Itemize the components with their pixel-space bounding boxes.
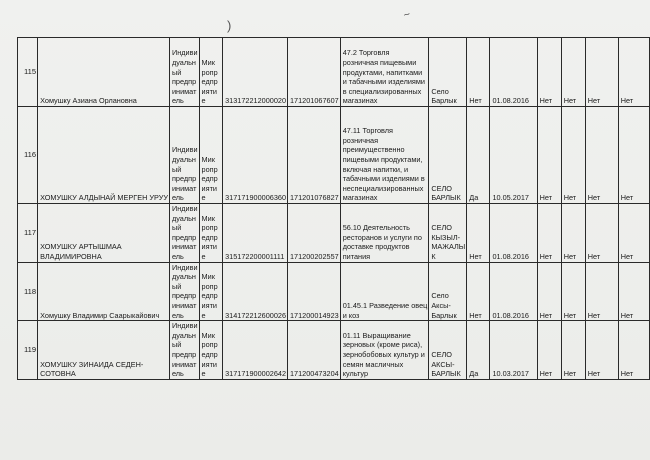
flag-high-tech	[561, 107, 585, 204]
table-row	[18, 262, 650, 321]
flag-new-entity	[467, 38, 490, 107]
flag-exporter-text: Нет	[620, 310, 634, 320]
locality-name	[429, 107, 467, 204]
business-category-text: Мик ропр едпр ияти е	[201, 272, 218, 320]
flag-high-tech-text: Нет	[563, 251, 577, 261]
flag-exporter-text: Нет	[620, 96, 634, 106]
flag-partnership-text: Нет	[587, 96, 601, 106]
row-number-text: 117	[24, 227, 37, 237]
flag-partnership	[585, 262, 618, 321]
flag-exporter	[618, 204, 649, 263]
flag-exporter	[618, 262, 649, 321]
ogrnip-number-text: 315172200001111	[225, 251, 285, 261]
row-number	[18, 204, 38, 263]
entity-type	[169, 262, 199, 321]
table-row	[18, 107, 650, 204]
activity-description	[340, 204, 429, 263]
flag-new-entity	[467, 321, 490, 380]
flag-partnership-text: Нет	[587, 193, 601, 203]
ogrnip-number	[223, 38, 288, 107]
ogrnip-number	[223, 262, 288, 321]
activity-description	[340, 262, 429, 321]
locality-name	[429, 262, 467, 321]
inn-number-text: 171200014923	[290, 310, 339, 320]
registry-rows	[18, 38, 650, 380]
activity-description-text: 01.11 Выращивание зерновых (кроме риса), зернобобовых культур и семян масличных культур	[342, 330, 425, 379]
row-number-text: 119	[24, 345, 37, 355]
entrepreneur-name-text: ХОМУШКУ АЛДЫНАЙ МЕРГЕН УРУУ	[40, 193, 168, 203]
flag-new-entity-text: Нет	[469, 96, 482, 106]
ogrnip-number-text: 317171900002642	[225, 369, 286, 379]
entrepreneur-name-text: ХОМУШКУ АРТЫШМАА ВЛАДИМИРОВНА	[40, 242, 122, 261]
flag-social-text: Нет	[539, 193, 553, 203]
business-category-text: Мик ропр едпр ияти е	[201, 213, 218, 261]
business-category	[199, 204, 223, 263]
table-row	[18, 321, 650, 380]
entity-type	[169, 38, 199, 107]
flag-new-entity	[467, 262, 490, 321]
flag-social-text: Нет	[539, 310, 553, 320]
flag-social	[537, 262, 561, 321]
pen-mark-right: ~	[402, 8, 412, 22]
ogrnip-number-text: 313172212000020	[225, 96, 286, 106]
locality-name	[429, 321, 467, 380]
business-category	[199, 107, 223, 204]
entity-type-text: Индиви дуальн ый предпр инимат ель	[171, 204, 198, 261]
registry-date-text: 01.08.2016	[492, 96, 529, 106]
locality-name-text: Село Аксы- Барлык	[431, 291, 457, 320]
flag-new-entity-text: Да	[469, 369, 479, 379]
flag-exporter	[618, 107, 649, 204]
registry-date	[490, 38, 537, 107]
registry-date-text: 01.08.2016	[492, 310, 529, 320]
locality-name	[429, 204, 467, 263]
row-number	[18, 262, 38, 321]
flag-social-text: Нет	[539, 251, 553, 261]
registry-table	[17, 37, 650, 380]
inn-number-text: 171201067607	[290, 96, 339, 106]
flag-exporter-text: Нет	[620, 369, 634, 379]
flag-social	[537, 321, 561, 380]
flag-new-entity-text: Да	[469, 193, 479, 203]
registry-date-text: 10.05.2017	[492, 193, 529, 203]
entrepreneur-name	[38, 204, 170, 263]
entrepreneur-name-text: Хомушку Азиана Орлановна	[40, 96, 137, 106]
locality-name	[429, 38, 467, 107]
flag-partnership	[585, 107, 618, 204]
entity-type	[169, 107, 199, 204]
activity-description-text: 01.45.1 Разведение овец и коз	[342, 300, 428, 320]
row-number-text: 118	[24, 286, 37, 296]
entity-type-text: Индиви дуальн ый предпр инимат ель	[171, 321, 198, 379]
flag-high-tech-text: Нет	[563, 96, 577, 106]
registry-date	[490, 262, 537, 321]
locality-name-text: СЕЛО КЫЗЫЛ- МАЖАЛЫ К	[431, 223, 466, 261]
table-row	[18, 204, 650, 263]
registry-date	[490, 321, 537, 380]
row-number-text: 116	[24, 150, 37, 160]
registry-date	[490, 204, 537, 263]
entrepreneur-name	[38, 321, 170, 380]
flag-high-tech	[561, 38, 585, 107]
inn-number	[288, 204, 341, 263]
flag-exporter-text: Нет	[620, 193, 634, 203]
inn-number-text: 171200473204	[290, 369, 339, 379]
inn-number	[288, 107, 341, 204]
flag-new-entity	[467, 204, 490, 263]
business-category-text: Мик ропр едпр ияти е	[201, 330, 218, 379]
entity-type	[169, 204, 199, 263]
flag-new-entity	[467, 107, 490, 204]
locality-name-text: СЕЛО БАРЛЫК	[431, 183, 461, 203]
entrepreneur-name	[38, 38, 170, 107]
registry-date-text: 10.03.2017	[492, 369, 529, 379]
activity-description	[340, 38, 429, 107]
business-category-text: Мик ропр едпр ияти е	[201, 58, 218, 106]
flag-social	[537, 38, 561, 107]
ogrnip-number-text: 314172212600026	[225, 310, 286, 320]
flag-high-tech-text: Нет	[563, 369, 577, 379]
flag-high-tech	[561, 204, 585, 263]
flag-partnership	[585, 321, 618, 380]
entrepreneur-name	[38, 107, 170, 204]
row-number	[18, 38, 38, 107]
flag-high-tech	[561, 321, 585, 380]
flag-exporter	[618, 321, 649, 380]
entrepreneur-name-text: Хомушку Владимир Саарыкайович	[40, 310, 160, 320]
registry-date	[490, 107, 537, 204]
flag-partnership	[585, 38, 618, 107]
flag-social	[537, 107, 561, 204]
flag-new-entity-text: Нет	[469, 310, 482, 320]
inn-number	[288, 321, 341, 380]
flag-social-text: Нет	[539, 369, 553, 379]
entrepreneur-name	[38, 262, 170, 321]
entity-type-text: Индиви дуальн ый предпр инимат ель	[171, 145, 198, 203]
locality-name-text: Село Барлык	[431, 86, 457, 106]
registry-date-text: 01.08.2016	[492, 251, 529, 261]
flag-partnership	[585, 204, 618, 263]
inn-number	[288, 262, 341, 321]
entrepreneur-name-text: ХОМУШКУ ЗИНАИДА СЕДЕН- СОТОВНА	[40, 359, 144, 379]
flag-partnership-text: Нет	[587, 369, 601, 379]
inn-number	[288, 38, 341, 107]
flag-partnership-text: Нет	[587, 310, 601, 320]
activity-description-text: 56.10 Деятельность ресторанов и услуги по доставке продуктов питания	[342, 223, 422, 261]
ogrnip-number	[223, 107, 288, 204]
business-category	[199, 262, 223, 321]
flag-partnership-text: Нет	[587, 251, 601, 261]
flag-high-tech-text: Нет	[563, 310, 577, 320]
activity-description-text: 47.11 Торговля розничная преимущественно пищевыми продуктами, включая напитки, и табачными изделиями в неспециализированных магазинах	[342, 126, 425, 203]
activity-description-text: 47.2 Торговля розничная пищевыми продуктами, напитками и табачными изделиями в специализированных магазинах	[342, 48, 425, 106]
locality-name-text: СЕЛО АКСЫ- БАРЛЫК	[431, 349, 461, 379]
activity-description	[340, 107, 429, 204]
row-number	[18, 107, 38, 204]
pen-mark-left: )	[227, 18, 232, 33]
entity-type-text: Индиви дуальн ый предпр инимат ель	[171, 48, 198, 106]
flag-social-text: Нет	[539, 96, 553, 106]
entity-type-text: Индиви дуальн ый предпр инимат ель	[171, 262, 198, 320]
entity-type	[169, 321, 199, 380]
table-row	[18, 38, 650, 107]
flag-social	[537, 204, 561, 263]
flag-exporter-text: Нет	[620, 251, 634, 261]
ogrnip-number	[223, 204, 288, 263]
flag-exporter	[618, 38, 649, 107]
flag-high-tech-text: Нет	[563, 193, 577, 203]
activity-description	[340, 321, 429, 380]
business-category	[199, 321, 223, 380]
flag-new-entity-text: Нет	[469, 251, 482, 261]
flag-high-tech	[561, 262, 585, 321]
inn-number-text: 171200202557	[290, 251, 339, 261]
row-number-text: 115	[24, 67, 37, 77]
ogrnip-number	[223, 321, 288, 380]
business-category	[199, 38, 223, 107]
business-category-text: Мик ропр едпр ияти е	[201, 155, 218, 203]
row-number	[18, 321, 38, 380]
ogrnip-number-text: 317171900006360	[225, 193, 286, 203]
inn-number-text: 171201076827	[290, 193, 339, 203]
